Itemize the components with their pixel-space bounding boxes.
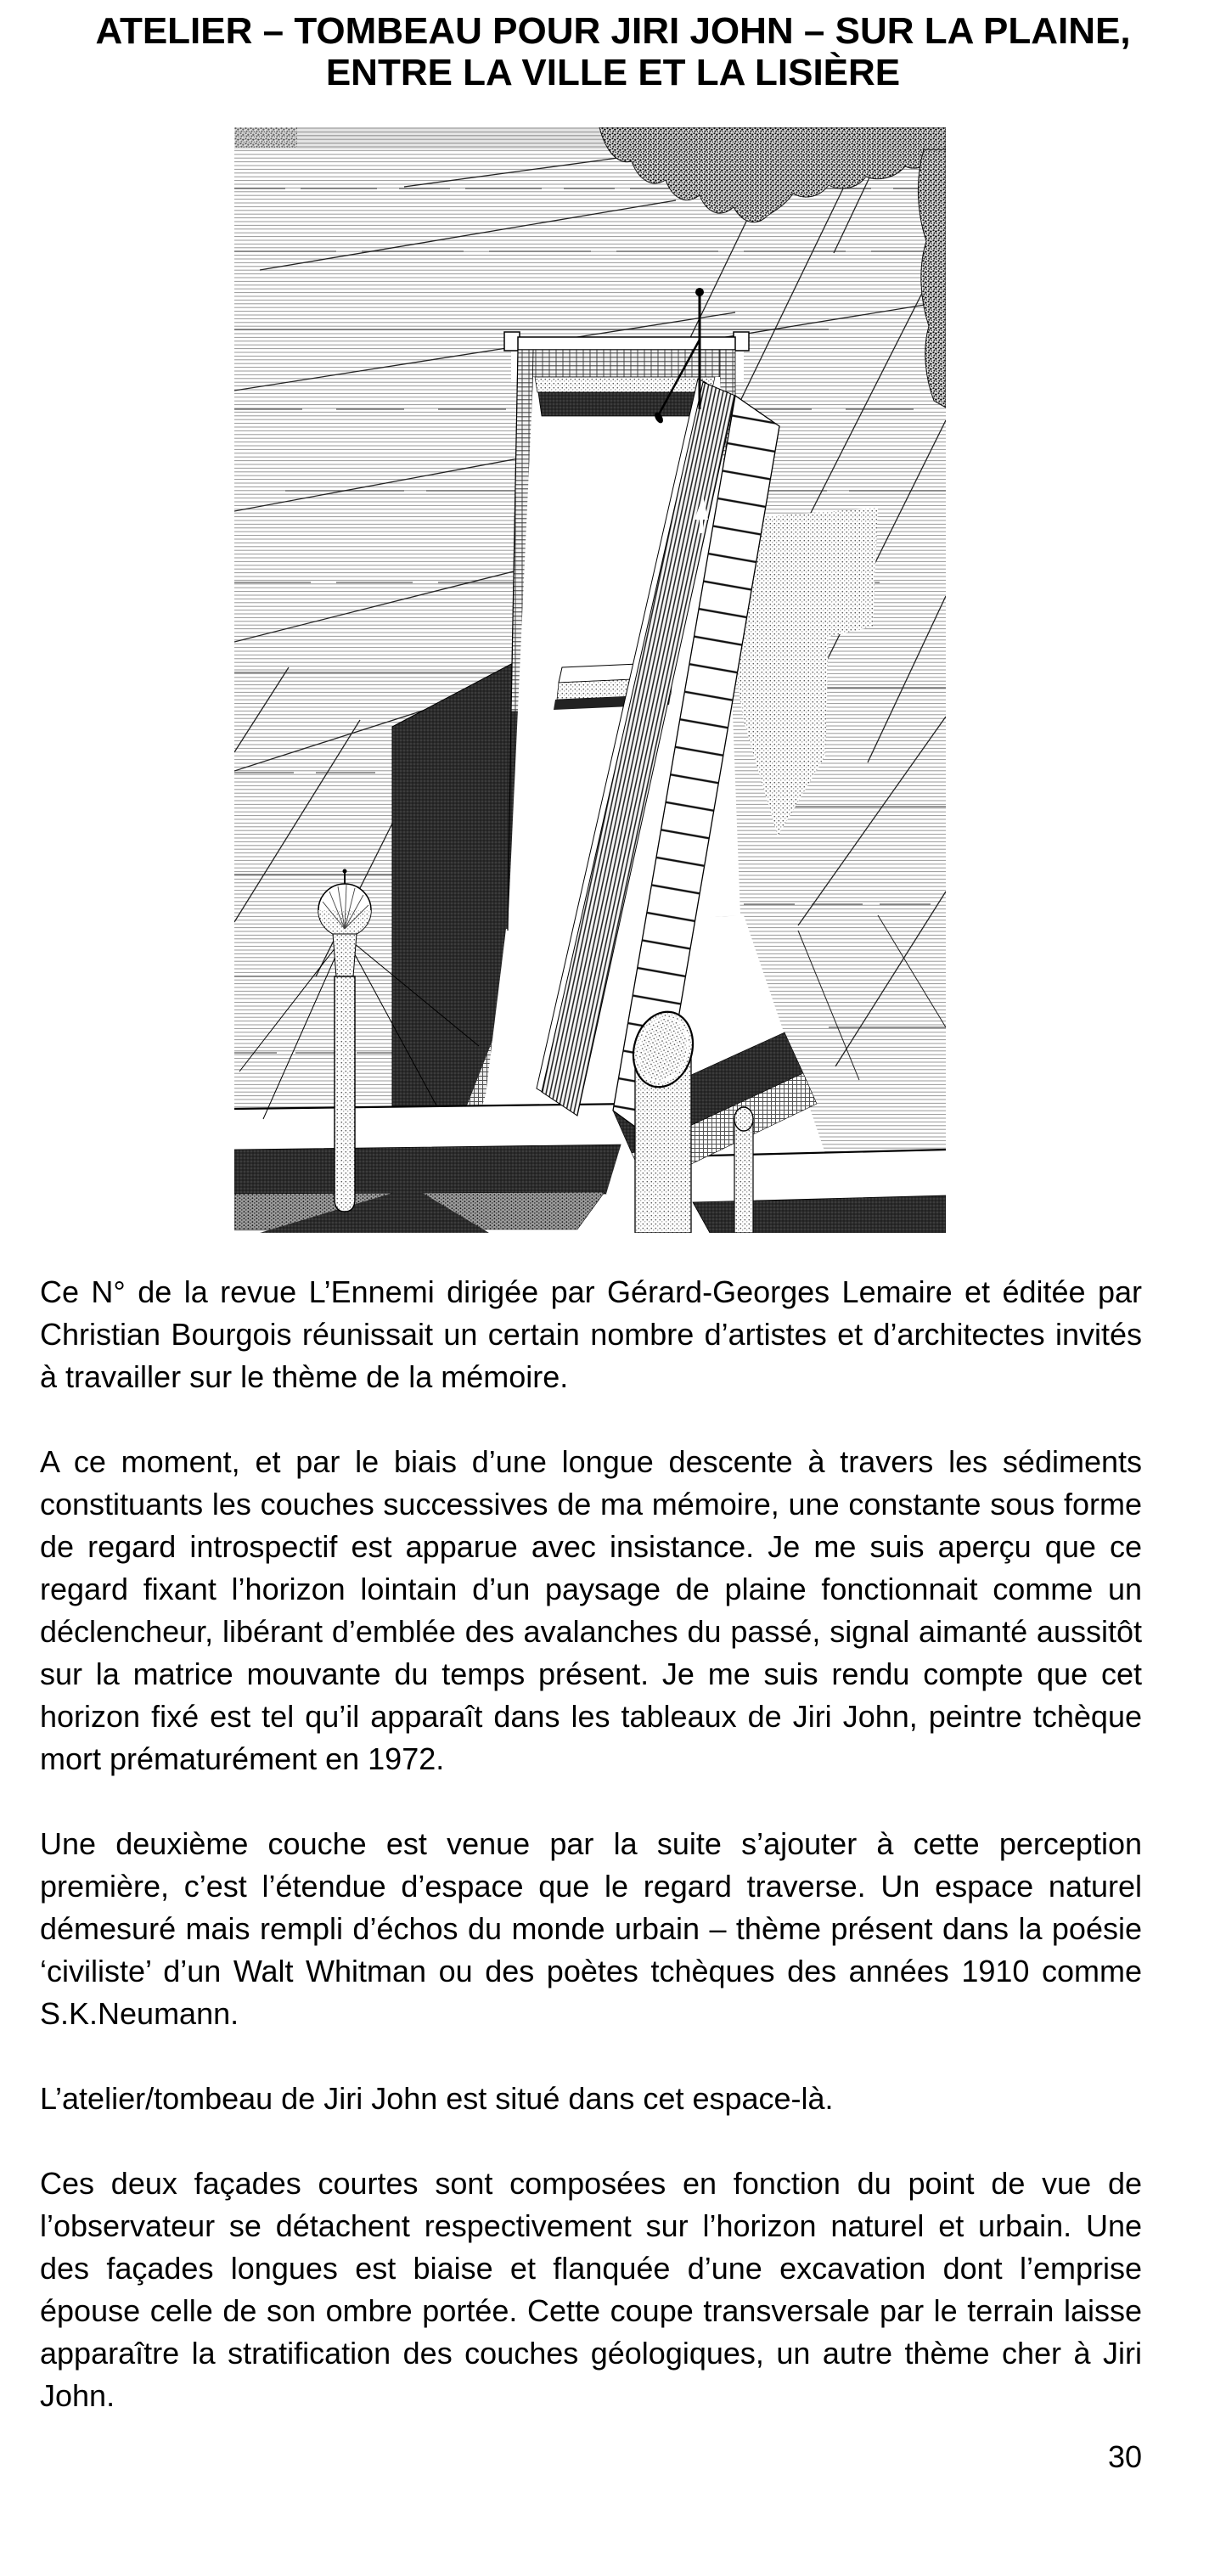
paragraph-2: A ce moment, et par le biais d’une longue descente à travers les sédiments constituants les couches successives de ma mémoire, une constante sous forme de regard introspectif est apparue avec insistance. Je me suis aperçu que ce regard fixant l’horizon lointain d’un paysage de plaine fonctionnait comme un déclencheur, libérant d’emblée des avalanches du passé, signal aimanté aussitôt sur la matrice mouvante du temps présent. Je me suis rendu compte que cet horizon fixé est tel qu’il apparaît dans les tableaux de Jiri John, peintre tchèque mort prématurément en 1972. — [40, 1444, 1142, 1776]
page-number: 30 — [1107, 2439, 1142, 2474]
atelier-tombeau-drawing — [234, 127, 946, 1233]
paragraph-1: Ce N° de la revue L’Ennemi dirigée par Gérard-Georges Lemaire et éditée par Christian Bourgois réunissait un certain nombre d’artistes et d’architectes invités à travailler sur le thème de la mémoire. — [40, 1274, 1142, 1394]
architectural-drawing-figure — [234, 127, 946, 1233]
paragraph-3: Une deuxième couche est venue par la suite s’ajouter à cette perception première, c’est l’étendue d’espace que le regard traverse. Un espace naturel démesuré mais rempli d’échos du monde urbain – thème présent dans la poésie ‘civiliste’ d’un Walt Whitman ou des poètes tchèques des années 1910 comme S.K.Neumann. — [40, 1826, 1142, 2031]
small-column-cap — [734, 1107, 753, 1131]
title-line-2: ENTRE LA VILLE ET LA LISIÈRE — [325, 52, 901, 93]
body-text — [40, 1271, 1142, 2460]
geological-strata-right — [676, 1150, 946, 1233]
paragraph-5: Ces deux façades courtes sont composées en fonction du point de vue de l’observateur se détachent respectivement sur l’horizon naturel et urbain. Une des façades longues est biaise et flanquée d’une excavation dont l’emprise épouse celle de son ombre portée. Cette coupe transversale par le terrain laisse apparaître la stratification des couches géologiques, un autre thème cher à Jiri John. — [40, 2166, 1142, 2413]
title-line-1: ATELIER – TOMBEAU POUR JIRI JOHN – SUR LA PLAINE, — [95, 10, 1131, 52]
page-title — [0, 10, 1226, 93]
paragraph-4: L’atelier/tombeau de Jiri John est situé dans cet espace-là. — [40, 2081, 834, 2116]
lamp-pole — [335, 976, 355, 1212]
